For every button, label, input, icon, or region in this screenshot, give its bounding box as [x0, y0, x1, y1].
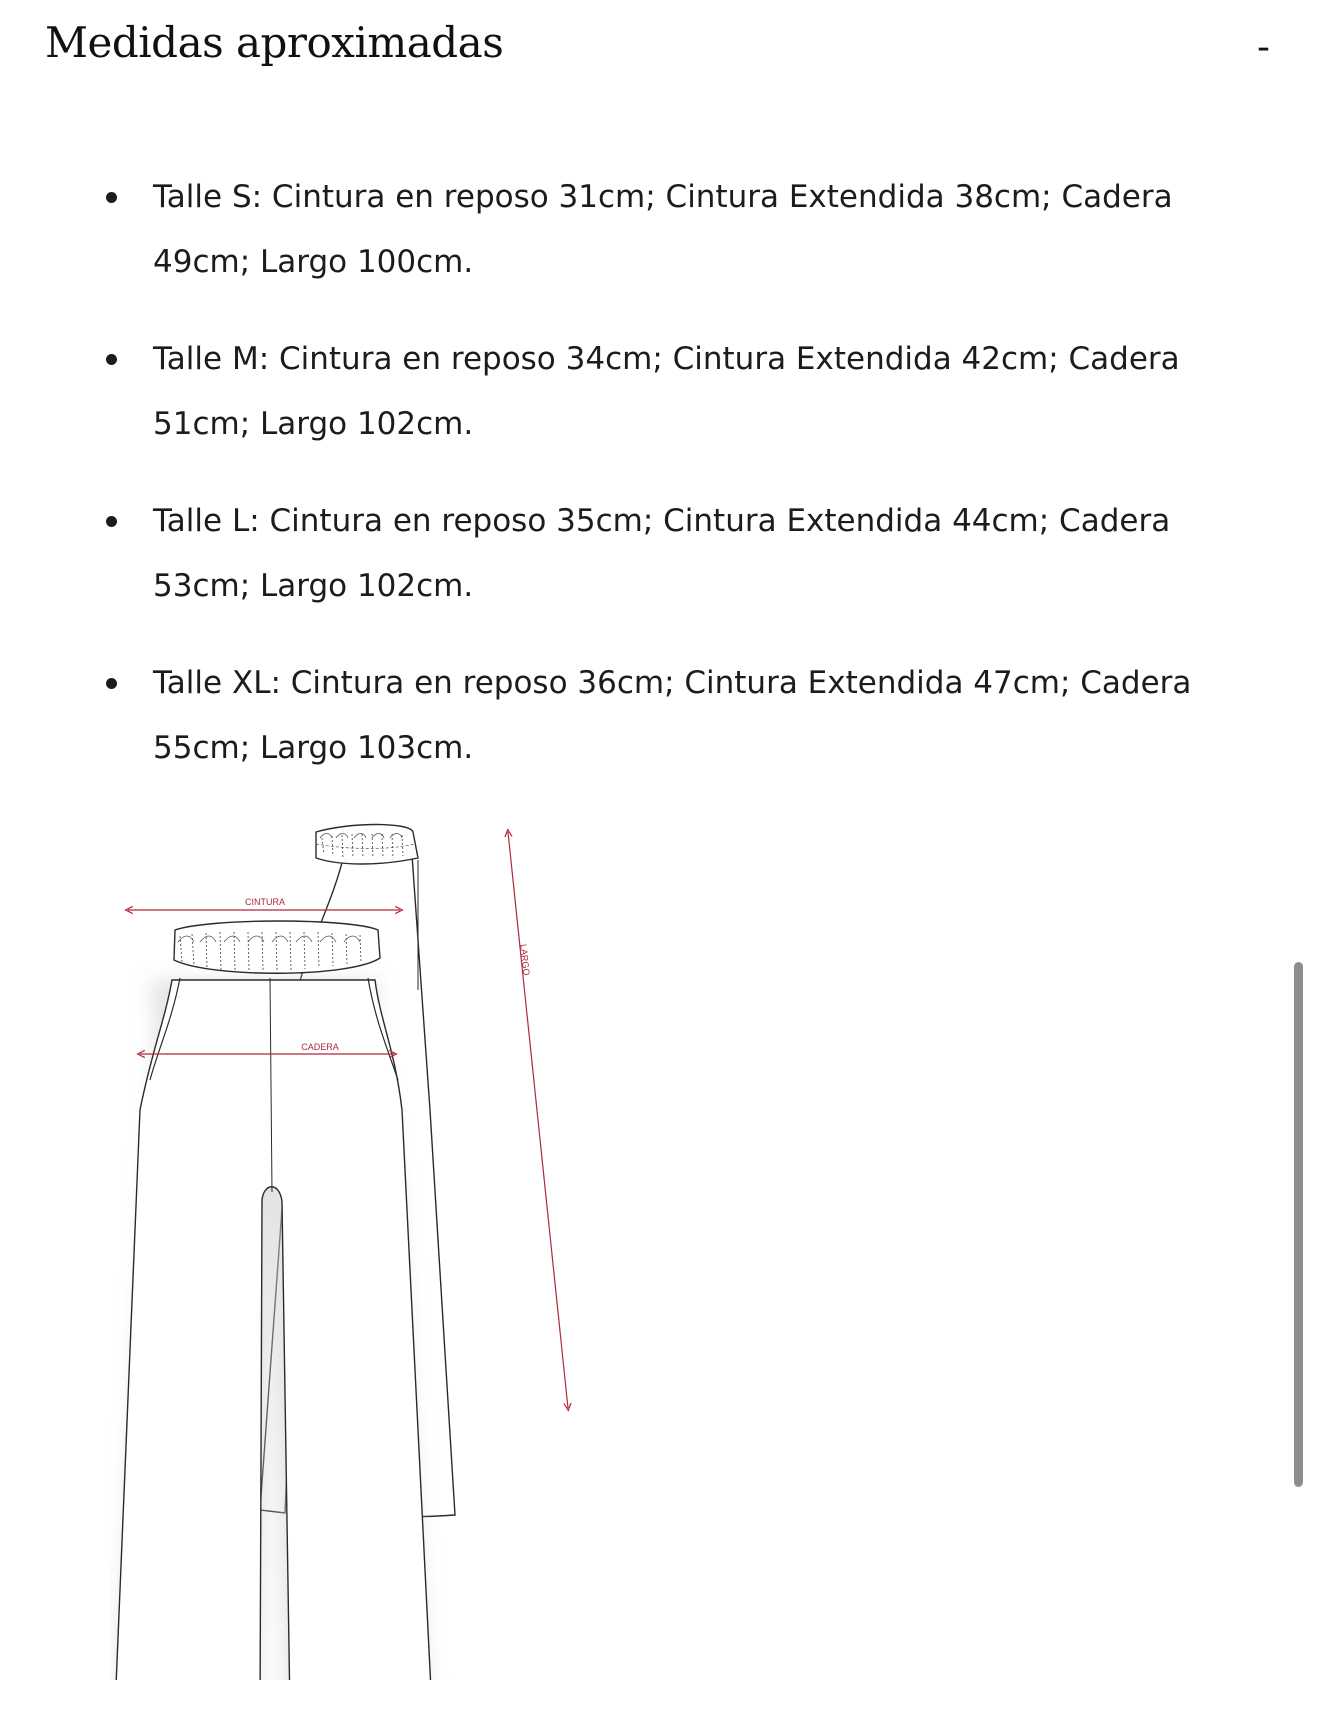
size-s-line-2: 49cm; Largo 100cm.	[153, 244, 474, 280]
hip-label: CADERA	[301, 1042, 339, 1052]
size-xl-line-1: Talle XL: Cintura en reposo 36cm; Cintura Extendida 47cm; Cadera	[153, 665, 1192, 701]
size-m-line-1: Talle M: Cintura en reposo 34cm; Cintura Extendida 42cm; Cadera	[153, 341, 1180, 377]
pants-measurement-diagram	[110, 810, 650, 1680]
length-label: LARGO	[518, 943, 532, 976]
size-list-item-xl	[0, 651, 1320, 781]
accordion-header[interactable]	[0, 0, 1320, 110]
bullet-icon	[106, 354, 117, 365]
bullet-icon	[106, 192, 117, 203]
scrollbar-thumb[interactable]	[1294, 962, 1303, 1487]
waist-label: CINTURA	[245, 897, 285, 907]
section-title: Medidas aproximadas	[45, 18, 504, 67]
size-l-line-1: Talle L: Cintura en reposo 35cm; Cintura Extendida 44cm; Cadera	[153, 503, 1171, 539]
size-list-item-m	[0, 327, 1320, 457]
size-list-item-s	[0, 165, 1320, 295]
size-l-line-2: 53cm; Largo 102cm.	[153, 568, 474, 604]
size-s-line-1: Talle S: Cintura en reposo 31cm; Cintura Extendida 38cm; Cadera	[153, 179, 1173, 215]
bullet-icon	[106, 516, 117, 527]
size-list	[0, 165, 1320, 813]
collapse-toggle-button[interactable]: -	[1257, 27, 1270, 68]
bullet-icon	[106, 678, 117, 689]
front-view-pants	[115, 921, 432, 1680]
size-list-item-l	[0, 489, 1320, 619]
size-m-line-2: 51cm; Largo 102cm.	[153, 406, 474, 442]
size-xl-line-2: 55cm; Largo 103cm.	[153, 730, 474, 766]
